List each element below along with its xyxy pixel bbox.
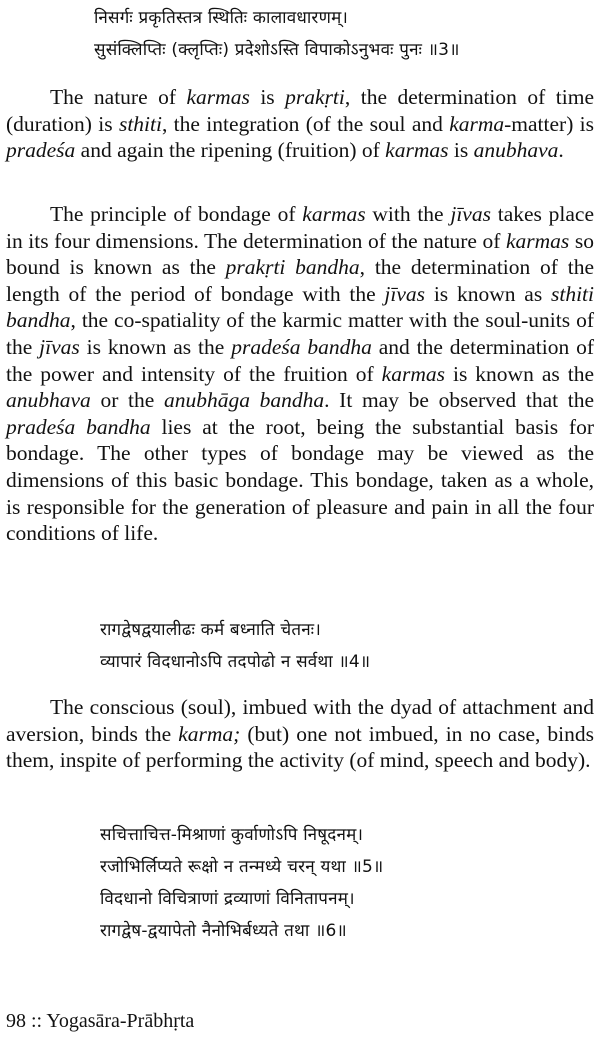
verse-line: व्यापारं विदधानोऽपि तदपोढो न सर्वथा ॥4॥ (100, 652, 371, 672)
italic-term: pradeśa bandha (231, 334, 372, 359)
verse-line: सचित्ताचित्त-मिश्राणां कुर्वाणोऽपि निषूदनम्। (100, 825, 364, 845)
italic-term: prakṛti (285, 85, 345, 109)
text-run: , the determination of the length of the period of bondage with the (6, 255, 594, 306)
italic-term: anubhāga bandha (163, 388, 325, 413)
italic-term: pradeśa bandha (6, 414, 151, 439)
italic-term: jīvas (450, 202, 491, 226)
text-run: is known as the (444, 361, 595, 386)
italic-term: karma (449, 111, 505, 136)
text-run: is known as (425, 281, 551, 306)
italic-term: sthiti (118, 111, 162, 136)
text-run: -matter) is (504, 111, 595, 136)
italic-term: anubhava (6, 388, 91, 413)
sanskrit-verses-5-6 (100, 819, 383, 947)
verse-line: विदधानो विचित्राणां द्रव्याणां विनितापनम्। (100, 889, 355, 909)
verse-line: रागद्वेषद्वयालीढः कर्म बध्नाति चेतनः। (100, 620, 321, 640)
page-footer: 98 :: Yogasāra-Prābhṛta (6, 1010, 195, 1032)
text-run: is known as the (79, 334, 232, 359)
italic-term: karmas (186, 85, 250, 109)
text-run: , the co-spatiality of the karmic matter with the soul-units of the (6, 308, 594, 359)
italic-term: jīvas (39, 334, 80, 359)
text-run: so bound is known as the (6, 228, 594, 280)
text-run: and again the ripening (fruition) of (75, 138, 386, 163)
text-run: is (448, 138, 474, 163)
text-run: lies at the root, being the substantial basis for bondage. The other types of bondage may be viewed as the dimensions of this basic bondage. This bondage, taken as a whole, is responsible for the generation of pleasure and pain in all the four conditions of life. (6, 414, 595, 546)
text-run: , the determination of time (duration) is (6, 85, 595, 136)
text-run: . It may be observed that the (324, 388, 595, 413)
translation-paragraph-2 (6, 694, 594, 774)
italic-term: anubhava (473, 138, 559, 163)
translation-paragraph-1 (6, 84, 594, 164)
commentary-paragraph (6, 201, 594, 547)
italic-term: karmas (506, 228, 570, 253)
sanskrit-verse-3 (94, 2, 460, 66)
text-run: is (249, 85, 286, 109)
verse-line: सुसंक्लिप्तिः (क्लृप्तिः) प्रदेशोऽस्ति विपाकोऽनुभवः पुनः ॥3॥ (94, 40, 460, 60)
italic-term: prakṛti bandha (225, 255, 360, 280)
italic-term: karmas (381, 361, 445, 386)
italic-term: karmas (385, 138, 449, 163)
text-run: or the (90, 388, 164, 413)
italic-term: karma; (178, 721, 241, 746)
text-run: The principle of bondage of (50, 202, 303, 226)
italic-term: sthiti bandha (6, 281, 594, 333)
sanskrit-verse-4 (100, 614, 370, 678)
italic-term: pradeśa (6, 138, 76, 163)
text-run: (but) one not imbued, in no case, binds them, inspite of performing the activity (of mind, speech and body). (6, 721, 594, 773)
text-run: The conscious (soul), imbued with the dyad of attachment and aversion, binds the (6, 695, 594, 746)
verse-line: रजोभिर्लिप्यते रूक्षो न तन्मध्ये चरन् यथा ॥5॥ (100, 857, 384, 877)
verse-line: रागद्वेष-द्वयापेतो नैनोभिर्बध्यते तथा ॥6॥ (100, 921, 347, 941)
verse-line: निसर्गः प्रकृतिस्तत्र स्थितिः कालावधारणम्। (94, 8, 349, 28)
text-run: and the determination of the power and intensity of the fruition of (6, 334, 594, 386)
italic-term: karmas (302, 202, 366, 226)
text-run: with the (365, 202, 451, 226)
text-run: , the integration (of the soul and (161, 111, 450, 136)
text-run: takes place in its four dimensions. The determination of the nature of (6, 202, 595, 253)
text-run: The nature of (50, 85, 187, 109)
italic-term: jīvas (384, 281, 426, 306)
text-run: . (558, 138, 564, 163)
